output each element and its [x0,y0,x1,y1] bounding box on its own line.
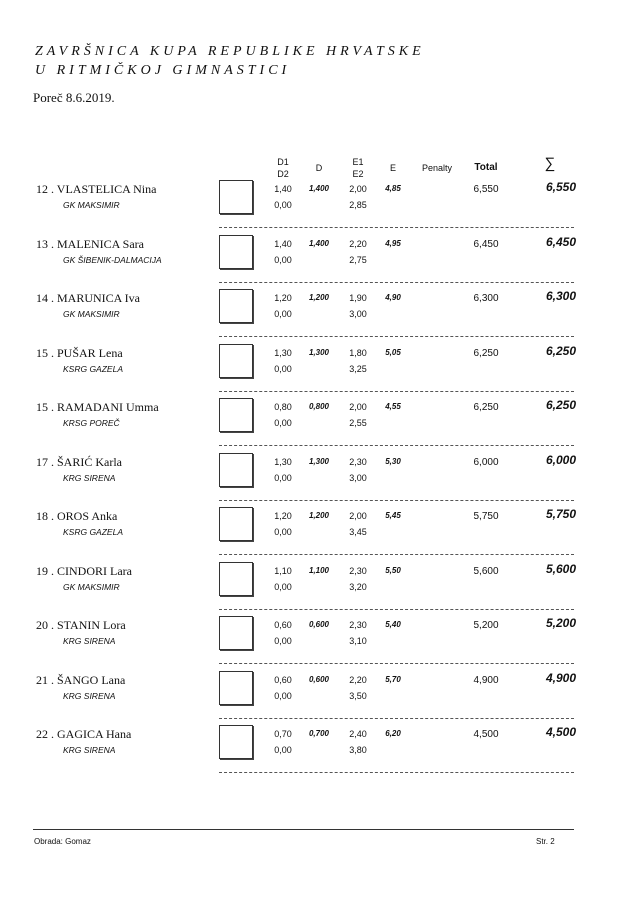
result-row [0,507,636,557]
score-d1: 1,20 [274,293,292,303]
score-total: 6,250 [473,402,499,413]
club-name: KRSG POREČ [63,418,120,428]
row-divider [219,227,574,228]
score-sum: 6,300 [545,289,576,303]
row-divider [219,718,574,719]
header-e1: E1 [352,157,364,167]
score-e2: 3,10 [349,636,367,646]
header-penalty: Penalty [421,163,453,173]
score-sum: 5,600 [545,561,576,576]
score-d2: 0,00 [274,690,292,701]
header-d2: D2 [277,169,289,179]
score-sum: 6,550 [545,180,576,194]
score-d: 1,400 [308,238,330,248]
club-name: KSRG GAZELA [63,363,123,374]
rank: 19 . [36,563,54,578]
score-d2: 0,00 [274,472,292,483]
score-sum: 6,000 [545,452,576,467]
score-e: 5,05 [385,347,401,357]
row-divider [219,445,574,446]
page-title-line-1: ZAVRŠNICA KUPA REPUBLIKE HRVATSKE [35,44,425,59]
score-e1: 2,30 [349,565,367,576]
rank: 20 . [36,618,54,632]
athlete-name [36,509,117,524]
score-e: 5,45 [385,511,401,520]
score-e2: 3,80 [349,745,367,755]
result-row [0,344,636,394]
score-sum: 5,750 [545,507,576,521]
score-e1: 2,00 [349,402,367,412]
score-total: 6,550 [473,184,499,195]
row-divider [219,336,574,337]
athlete: VLASTELICA Nina [56,182,157,196]
score-e: 6,20 [385,729,401,738]
rank: 14 . [36,291,54,305]
score-d: 1,400 [308,184,330,193]
score-sum: 6,250 [545,398,576,412]
score-e1: 2,30 [349,456,367,467]
score-e2: 2,85 [349,200,367,210]
score-e: 5,30 [385,456,401,466]
score-d1: 0,60 [274,674,292,685]
score-total: 6,450 [473,238,499,250]
score-e2: 2,55 [349,418,367,428]
score-d2: 0,00 [274,254,292,265]
header-d1-d2 [268,156,298,180]
score-d1: 1,40 [274,184,292,194]
score-d1: 1,30 [274,456,292,467]
club-name: GK MAKSIMIR [63,309,120,319]
score-d1: 0,70 [274,729,292,739]
athlete-name [36,618,126,633]
place-date: Poreč 8.6.2019. [33,90,115,105]
score-d: 1,200 [308,511,330,520]
score-total: 6,250 [473,347,499,359]
score-d1: 1,20 [274,511,292,521]
club-name: KRG SIRENA [63,745,116,755]
score-d1: 1,40 [274,238,292,249]
score-e1: 2,00 [349,511,367,521]
score-e: 4,95 [385,238,401,248]
score-d1: 0,80 [274,402,292,412]
athlete-name [36,346,123,361]
header-sum: ∑ [544,155,556,172]
score-e1: 1,80 [349,347,367,358]
rank: 15 . [36,345,54,360]
score-d1: 0,60 [274,620,292,630]
score-d2: 0,00 [274,309,292,319]
rank: 22 . [36,727,54,741]
rank: 12 . [36,182,54,196]
footer-processed-by: Obrada: Gomaz [34,837,91,846]
row-divider [219,500,574,501]
header-d: D [315,163,323,173]
score-e1: 2,00 [349,184,367,194]
athlete: GAGICA Hana [57,727,132,741]
score-total: 5,750 [473,511,499,522]
athlete: PUŠAR Lena [57,345,123,360]
score-total: 4,500 [473,729,499,740]
score-d2: 0,00 [274,418,292,428]
score-e: 5,40 [385,620,401,629]
club-name: KRG SIRENA [63,636,116,646]
score-total: 4,900 [473,674,499,686]
score-e1: 2,20 [349,674,367,685]
empty-box [219,671,253,705]
row-divider [219,663,574,664]
score-sum: 4,900 [545,670,576,685]
rank: 13 . [36,236,54,251]
footer-divider [33,829,574,830]
athlete: RAMADANI Umma [57,400,159,414]
club-name: KRG SIRENA [63,690,116,701]
athlete-name [36,291,140,306]
athlete: ŠARIĆ Karla [57,454,122,469]
header-e2: E2 [352,169,364,179]
rank: 15 . [36,400,54,414]
result-row [0,180,636,230]
score-d2: 0,00 [274,363,292,374]
score-d: 1,200 [308,293,330,302]
score-e1: 2,20 [349,238,367,249]
header-d1: D1 [277,157,289,167]
result-row [0,562,636,612]
athlete: MARUNICA Iva [57,291,140,305]
score-e: 5,50 [385,565,401,575]
score-d2: 0,00 [274,581,292,592]
score-d1: 1,10 [274,565,292,576]
club-name: KSRG GAZELA [63,527,123,537]
score-total: 5,200 [473,620,499,631]
score-d2: 0,00 [274,636,292,646]
empty-box [219,725,253,759]
row-divider [219,609,574,610]
score-d2: 0,00 [274,527,292,537]
score-total: 6,000 [473,456,499,468]
score-d: 1,300 [308,347,330,357]
empty-box [219,507,253,541]
row-divider [219,772,574,773]
score-d2: 0,00 [274,200,292,210]
score-d: 0,800 [308,402,330,411]
footer-page-number: Str. 2 [536,837,555,846]
score-e2: 3,25 [349,363,367,374]
row-divider [219,391,574,392]
score-e: 4,90 [385,293,401,302]
athlete-name [36,182,156,197]
score-total: 6,300 [473,293,499,304]
club-name: GK MAKSIMIR [63,200,120,210]
header-e1-e2 [343,156,373,180]
empty-box [219,616,253,650]
rank: 17 . [36,454,54,469]
score-sum: 6,450 [545,234,576,249]
score-e2: 3,00 [349,309,367,319]
athlete: OROS Anka [57,509,118,523]
score-e1: 1,90 [349,293,367,303]
club-name: GK ŠIBENIK-DALMACIJA [63,254,162,265]
score-d1: 1,30 [274,347,292,358]
result-row [0,398,636,448]
score-e1: 2,40 [349,729,367,739]
score-e2: 2,75 [349,254,367,265]
empty-box [219,235,253,269]
score-sum: 5,200 [545,616,576,630]
row-divider [219,282,574,283]
athlete-name [36,400,159,415]
rank: 18 . [36,509,54,523]
header-e: E [389,163,396,173]
result-row [0,725,636,775]
club-name: GK MAKSIMIR [63,581,120,592]
score-sum: 4,500 [545,725,576,739]
score-d2: 0,00 [274,745,292,755]
score-e2: 3,00 [349,472,367,483]
score-e2: 3,20 [349,581,367,592]
athlete: ŠANGO Lana [57,672,126,687]
score-e: 4,55 [385,402,401,411]
athlete-name [36,673,125,688]
athlete: CINDORI Lara [57,563,132,578]
athlete-name [36,727,131,742]
athlete-name [36,564,132,579]
score-d: 0,700 [308,729,330,738]
row-divider [219,554,574,555]
score-sum: 6,250 [545,343,576,358]
athlete: STANIN Lora [57,618,126,632]
result-row [0,235,636,285]
empty-box [219,344,253,378]
result-row [0,289,636,339]
result-row [0,671,636,721]
page-title-line-2: U RITMIČKOJ GIMNASTICI [35,63,291,78]
score-e1: 2,30 [349,620,367,630]
athlete-name [36,455,122,470]
empty-box [219,562,253,596]
score-e: 4,85 [385,184,401,193]
score-e2: 3,45 [349,527,367,537]
result-row [0,616,636,666]
rank: 21 . [36,672,54,687]
empty-box [219,453,253,487]
score-d: 1,300 [308,456,330,466]
club-name: KRG SIRENA [63,472,116,483]
score-e2: 3,50 [349,690,367,701]
score-d: 1,100 [308,565,330,575]
score-total: 5,600 [473,565,499,577]
athlete-name [36,237,144,252]
result-row [0,453,636,503]
score-d: 0,600 [308,674,330,684]
empty-box [219,398,253,432]
header-total: Total [474,162,498,173]
score-d: 0,600 [308,620,330,629]
empty-box [219,289,253,323]
score-e: 5,70 [385,674,401,684]
empty-box [219,180,253,214]
athlete: MALENICA Sara [57,236,144,251]
